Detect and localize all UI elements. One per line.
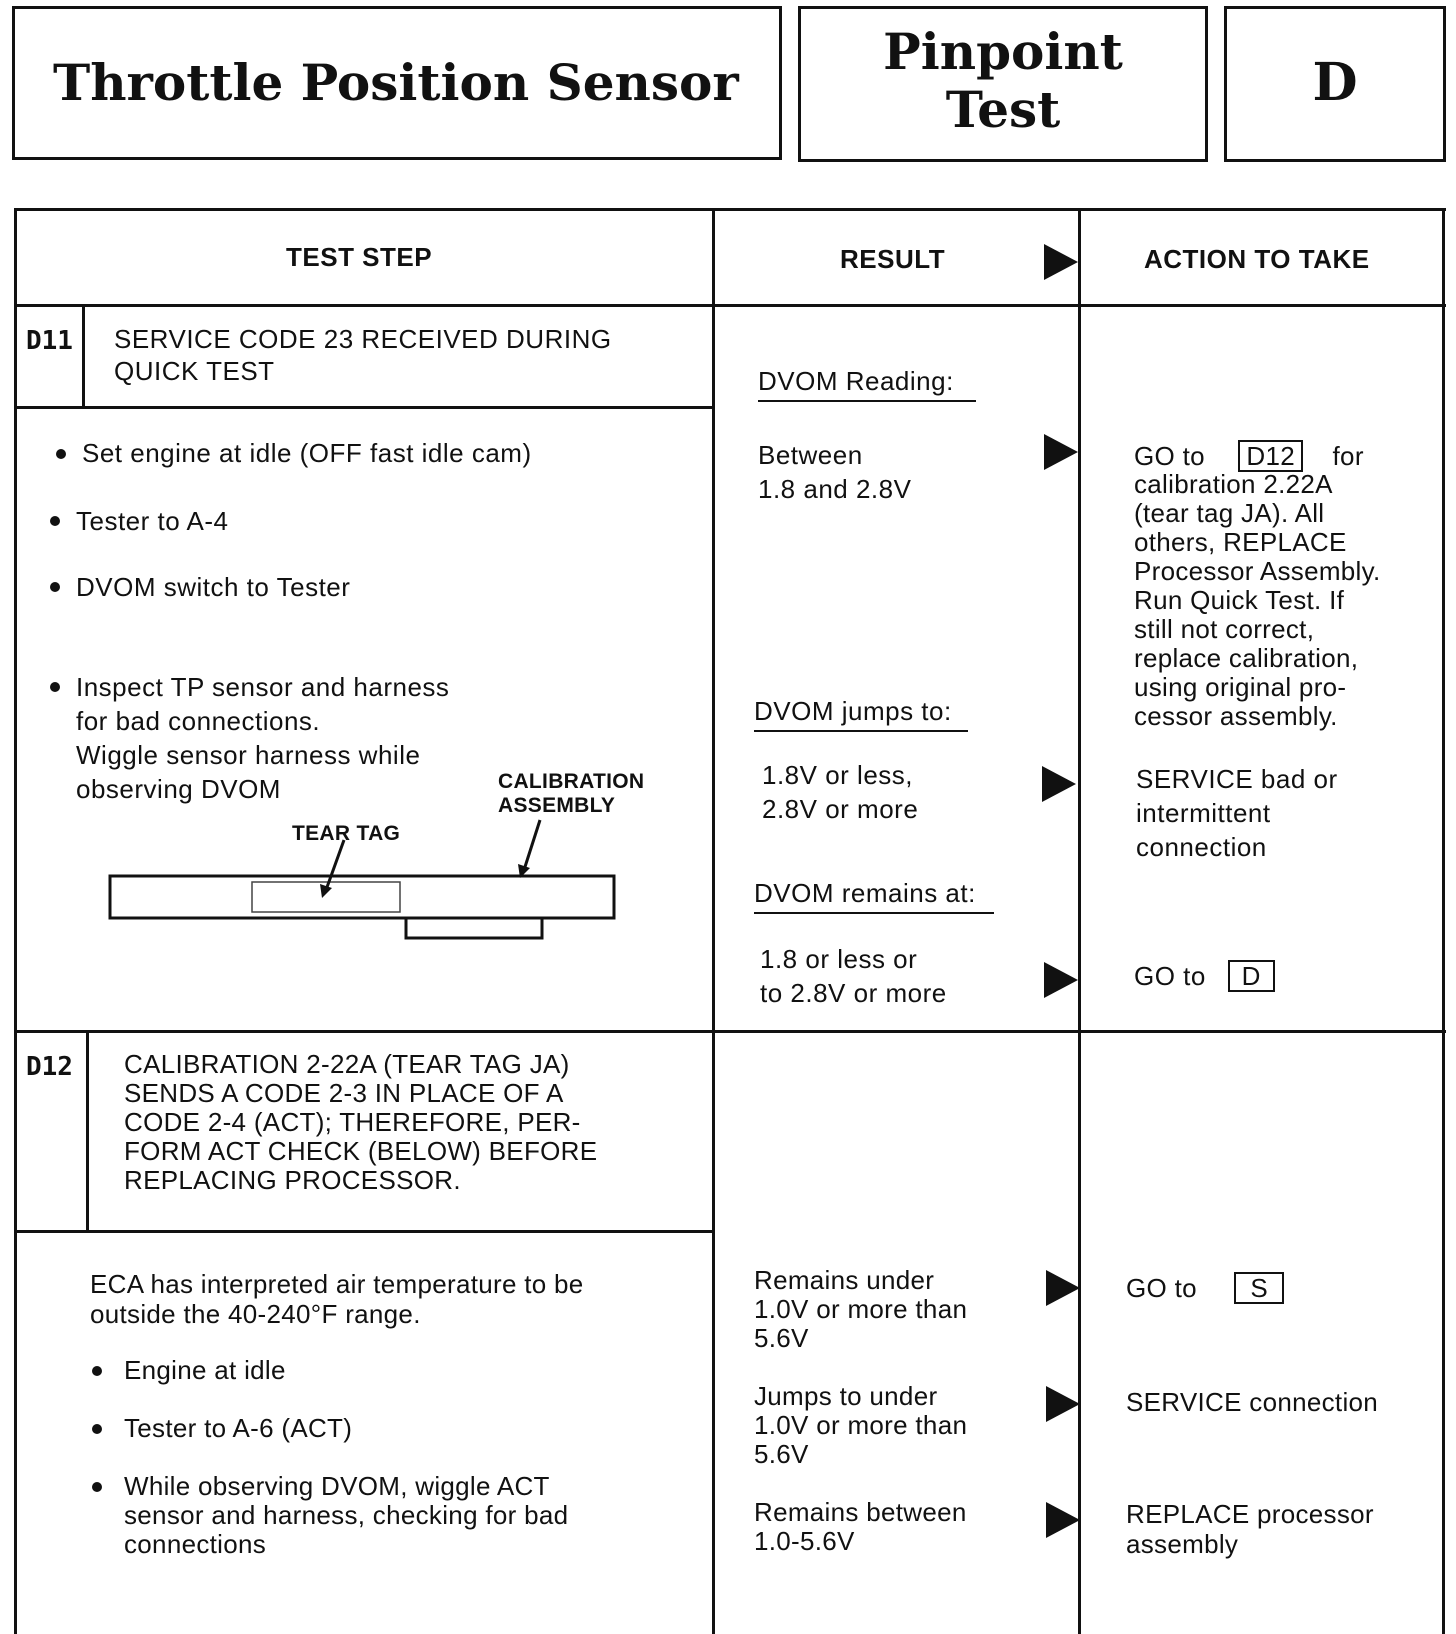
- d12-result-1-line2: 1.0V or more than: [754, 1294, 968, 1324]
- d11-action-1-line5: Run Quick Test. If: [1134, 585, 1345, 615]
- for-text: for: [1332, 441, 1364, 471]
- test-letter-box: [1224, 6, 1446, 162]
- d11-title-line1: SERVICE CODE 23 RECEIVED DURING: [114, 324, 612, 354]
- d11-result-2-line1: 1.8V or less,: [762, 760, 914, 790]
- d12-result-3-line2: 1.0-5.6V: [754, 1526, 855, 1556]
- d11-bullet-2: Tester to A-4: [76, 506, 229, 536]
- goto-text: GO to: [1126, 1273, 1197, 1303]
- d11-action-2: [1136, 762, 1338, 864]
- calibration-label-line2: ASSEMBLY: [498, 794, 616, 817]
- d11-action-1-line7: replace calibration,: [1134, 643, 1359, 673]
- pinpoint-box: [798, 6, 1208, 162]
- dvom-jumps-label: DVOM jumps to:: [754, 696, 968, 732]
- d12-intro-line2: outside the 40-240°F range.: [90, 1299, 421, 1329]
- pinpoint-line1: Pinpoint: [883, 22, 1123, 81]
- d11-action-1-line3: others, REPLACE: [1134, 527, 1347, 557]
- d12-action-3-line1: REPLACE processor: [1126, 1499, 1374, 1529]
- d11-inspect-line4: observing DVOM: [76, 774, 281, 804]
- d12-bullet-1: Engine at idle: [124, 1355, 286, 1385]
- d11-result-3-line2: to 2.8V or more: [760, 978, 947, 1008]
- arrow-icon: [1046, 1270, 1080, 1306]
- d11-result-1-line1: Between: [758, 440, 863, 470]
- d12-bullet-3-line1: While observing DVOM, wiggle ACT: [124, 1471, 550, 1501]
- d12-title: [124, 1050, 597, 1195]
- ref-d12-link[interactable]: D12: [1238, 440, 1303, 472]
- arrow-icon: [1044, 434, 1078, 470]
- arrow-icon: [1044, 962, 1078, 998]
- result-arrow-icon: [1044, 244, 1078, 280]
- d11-bullet-3: DVOM switch to Tester: [76, 572, 351, 602]
- d12-title-line1: CALIBRATION 2-22A (TEAR TAG JA): [124, 1049, 570, 1079]
- goto-text: GO to: [1134, 441, 1205, 471]
- d12-action-3-line2: assembly: [1126, 1529, 1239, 1559]
- d12-intro-line1: ECA has interpreted air temperature to be: [90, 1269, 584, 1299]
- d11-action-1-line6: still not correct,: [1134, 614, 1315, 644]
- d11-action-1-body: [1134, 470, 1381, 731]
- d12-title-line5: REPLACING PROCESSOR.: [124, 1165, 461, 1195]
- d11-result-2-line2: 2.8V or more: [762, 794, 919, 824]
- d11-action-1-line8: using original pro-: [1134, 672, 1347, 702]
- pinpoint-line2: Test: [945, 80, 1061, 139]
- arrow-icon: [1046, 1386, 1080, 1422]
- calibration-assembly-diagram: [100, 810, 640, 950]
- d11-result-1-line2: 1.8 and 2.8V: [758, 474, 912, 504]
- column-header-action: ACTION TO TAKE: [1144, 244, 1370, 274]
- d12-result-2: [754, 1382, 967, 1469]
- dvom-reading-label: DVOM Reading:: [758, 366, 976, 402]
- d12-result-2-line1: Jumps to under: [754, 1381, 938, 1411]
- d11-result-3-line1: 1.8 or less or: [760, 944, 918, 974]
- d12-result-3: [754, 1498, 967, 1556]
- d11-title-line2: QUICK TEST: [114, 356, 275, 386]
- d12-result-1-line1: Remains under: [754, 1265, 935, 1295]
- d11-action-1-line1: calibration 2.22A: [1134, 469, 1333, 499]
- d12-result-3-line1: Remains between: [754, 1497, 967, 1527]
- calibration-label-line1: CALIBRATION: [498, 770, 645, 793]
- ref-s-link[interactable]: S: [1234, 1272, 1284, 1304]
- tear-tag-label: TEAR TAG: [292, 822, 401, 845]
- d12-bullet-3-line3: connections: [124, 1529, 267, 1559]
- d12-result-2-line3: 5.6V: [754, 1439, 809, 1469]
- d11-action-2-line2: intermittent: [1136, 798, 1271, 828]
- bullet-icon: [92, 1424, 102, 1434]
- bullet-icon: [92, 1482, 102, 1492]
- d12-bullet-3-line2: sensor and harness, checking for bad: [124, 1500, 569, 1530]
- d12-title-line3: CODE 2-4 (ACT); THEREFORE, PER-: [124, 1107, 581, 1137]
- d12-result-2-line2: 1.0V or more than: [754, 1410, 968, 1440]
- d11-inspect-line2: for bad connections.: [76, 706, 321, 736]
- column-header-test-step: TEST STEP: [286, 242, 433, 272]
- step-id-d11: D11: [26, 326, 73, 356]
- d11-action-2-line1: SERVICE bad or: [1136, 764, 1338, 794]
- d12-title-line4: FORM ACT CHECK (BELOW) BEFORE: [124, 1136, 598, 1166]
- bullet-icon: [50, 582, 60, 592]
- d11-action-3: [1134, 960, 1275, 992]
- arrow-icon: [1042, 766, 1076, 802]
- d11-action-1-goto: [1134, 440, 1364, 472]
- column-header-result: RESULT: [840, 244, 946, 274]
- title-box: [12, 6, 782, 160]
- d11-inspect-line1: Inspect TP sensor and harness: [76, 672, 450, 702]
- page-title: Throttle Position Sensor: [53, 53, 739, 112]
- d11-action-1-line9: cessor assembly.: [1134, 701, 1338, 731]
- d11-bullet-1: Set engine at idle (OFF fast idle cam): [82, 438, 532, 468]
- step-id-d12: D12: [26, 1052, 73, 1082]
- d12-action-2: SERVICE connection: [1126, 1387, 1379, 1417]
- d12-title-line2: SENDS A CODE 2-3 IN PLACE OF A: [124, 1078, 564, 1108]
- ref-d-link[interactable]: D: [1228, 960, 1275, 992]
- bullet-icon: [50, 516, 60, 526]
- bullet-icon: [50, 682, 60, 692]
- d12-action-1: [1126, 1272, 1284, 1304]
- bullet-icon: [92, 1366, 102, 1376]
- d11-action-1-line4: Processor Assembly.: [1134, 556, 1381, 586]
- d12-bullet-3: [124, 1472, 568, 1559]
- bullet-icon: [56, 449, 66, 459]
- d12-result-1: [754, 1266, 967, 1353]
- goto-text: GO to: [1134, 961, 1206, 991]
- d11-action-1-line2: (tear tag JA). All: [1134, 498, 1325, 528]
- d11-action-2-line3: connection: [1136, 832, 1267, 862]
- d11-inspect-line3: Wiggle sensor harness while: [76, 740, 421, 770]
- test-letter: D: [1312, 52, 1358, 113]
- dvom-remains-label: DVOM remains at:: [754, 878, 994, 914]
- pinpoint-label: [801, 23, 1205, 139]
- arrow-icon: [1046, 1502, 1080, 1538]
- d12-result-1-line3: 5.6V: [754, 1323, 809, 1353]
- d12-bullet-2: Tester to A-6 (ACT): [124, 1413, 353, 1443]
